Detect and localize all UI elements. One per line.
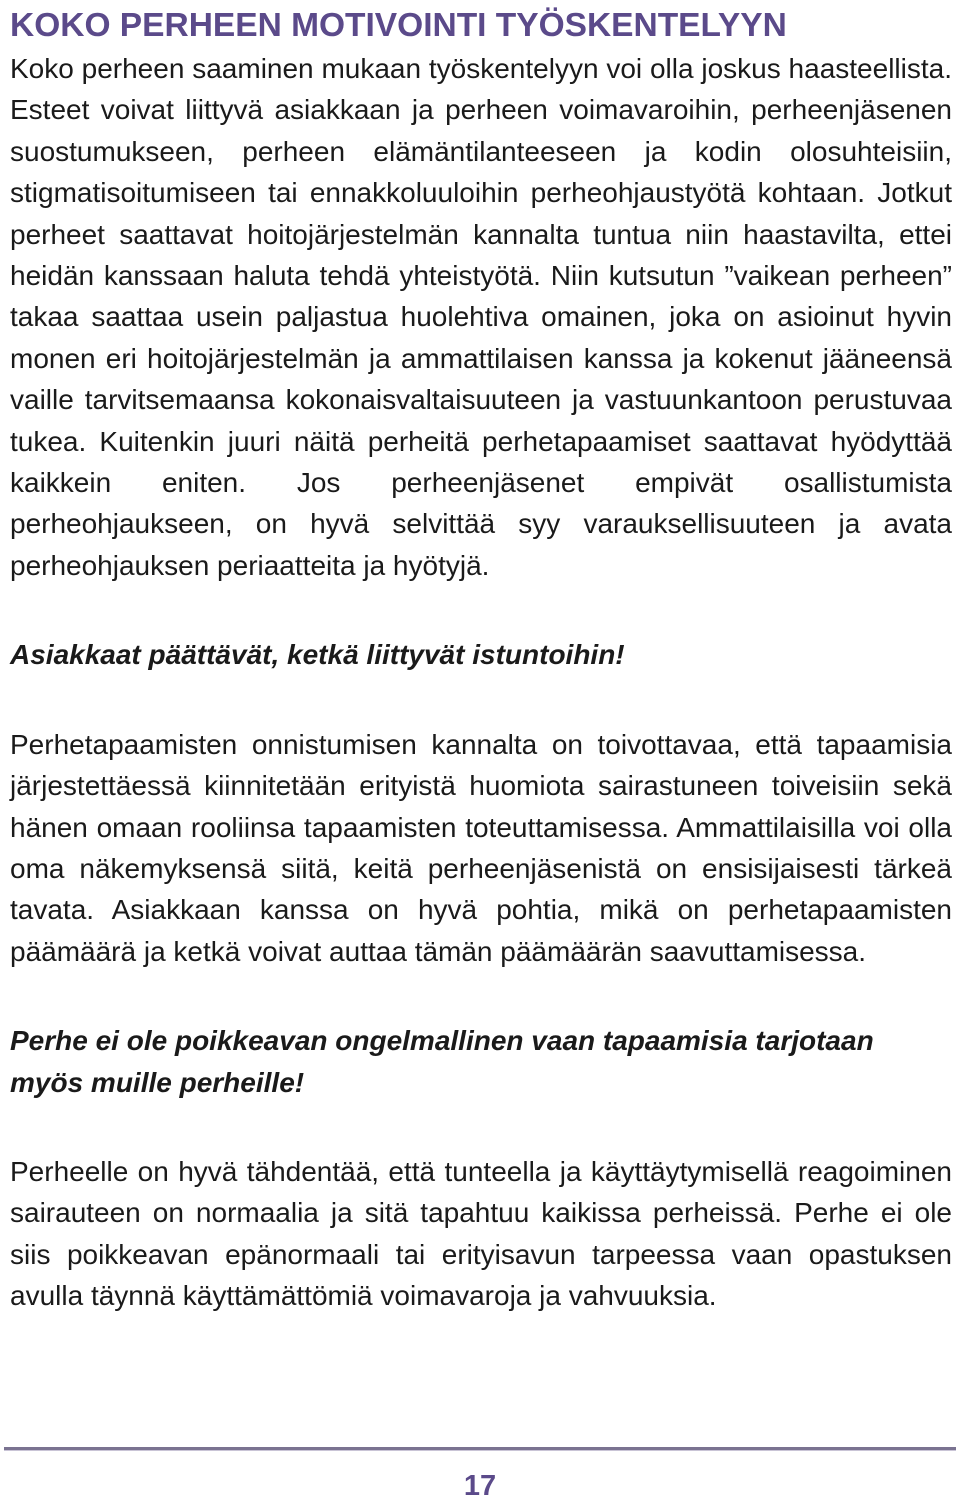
footer-divider bbox=[4, 1447, 956, 1451]
page-number: 17 bbox=[463, 1470, 497, 1502]
section-heading: KOKO PERHEEN MOTIVOINTI TYÖSKENTELYYN bbox=[10, 7, 787, 44]
emphasis-statement-1: Asiakkaat päättävät, ketkä liittyvät istuntoihin! bbox=[10, 639, 625, 671]
body-paragraph-3: Perheelle on hyvä tähdentää, että tunteella ja käyttäytymisellä reagoiminen sairauteen on normaalia ja sitä tapahtuu kaikissa perheissä. Perhe ei ole siis poikkeavan epänormaali tai erityisavun tarpeessa vaan opastuksen avulla täynnä käyttämättömiä voimavaroja ja vahvuuksia. bbox=[10, 1155, 952, 1312]
document-page bbox=[10, 0, 952, 1317]
emphasis-statement-2: Perhe ei ole poikkeavan ongelmallinen vaan tapaamisia tarjotaan myös muille perheille! bbox=[10, 1025, 874, 1098]
body-paragraph-1: Koko perheen saaminen mukaan työskentelyyn voi olla joskus haasteellista. Esteet voivat liittyvä asiakkaan ja perheen voimavaroihin, perheenjäsenen suostumukseen, perheen elämäntilanteeseen ja kodin olosuhteisiin, stigmatisoitumiseen tai ennakkoluuloihin perheohjaustyötä kohtaan. Jotkut perheet saattavat hoitojärjestelmän kannalta tuntua niin haastavilta, ettei heidän kanssaan haluta tehdä yhteistyötä. Niin kutsutun ”vaikean perheen” takaa saattaa usein paljastua huolehtiva omainen, joka on asioinut hyvin monen eri hoitojärjestelmän ja ammattilaisen kanssa ja kokenut jääneensä vaille tarvitsemaansa kokonaisvaltaisuuteen ja vastuunkantoon perustuvaa tukea. Kuitenkin juuri näitä perheitä perhetapaamiset saattavat hyödyttää kaikkein eniten. Jos perheenjäsenet empivät osallistumista perheohjaukseen, on hyvä selvittää syy varauksellisuuteen ja avata perheohjauksen periaatteita ja hyötyjä. bbox=[10, 53, 952, 581]
body-paragraph-2: Perhetapaamisten onnistumisen kannalta on toivottavaa, että tapaamisia järjestettäessä kiinnitetään erityistä huomiota sairastuneen toiveisiin sekä hänen omaan rooliinsa tapaamisten toteuttamisessa. Ammattilaisilla voi olla oma näkemyksensä siitä, keitä perheenjäsenistä on ensisijaisesti tärkeä tavata. Asiakkaan kanssa on hyvä pohtia, mikä on perhetapaamisten päämäärä ja ketkä voivat auttaa tämän päämäärän saavuttamisessa. bbox=[10, 728, 952, 967]
